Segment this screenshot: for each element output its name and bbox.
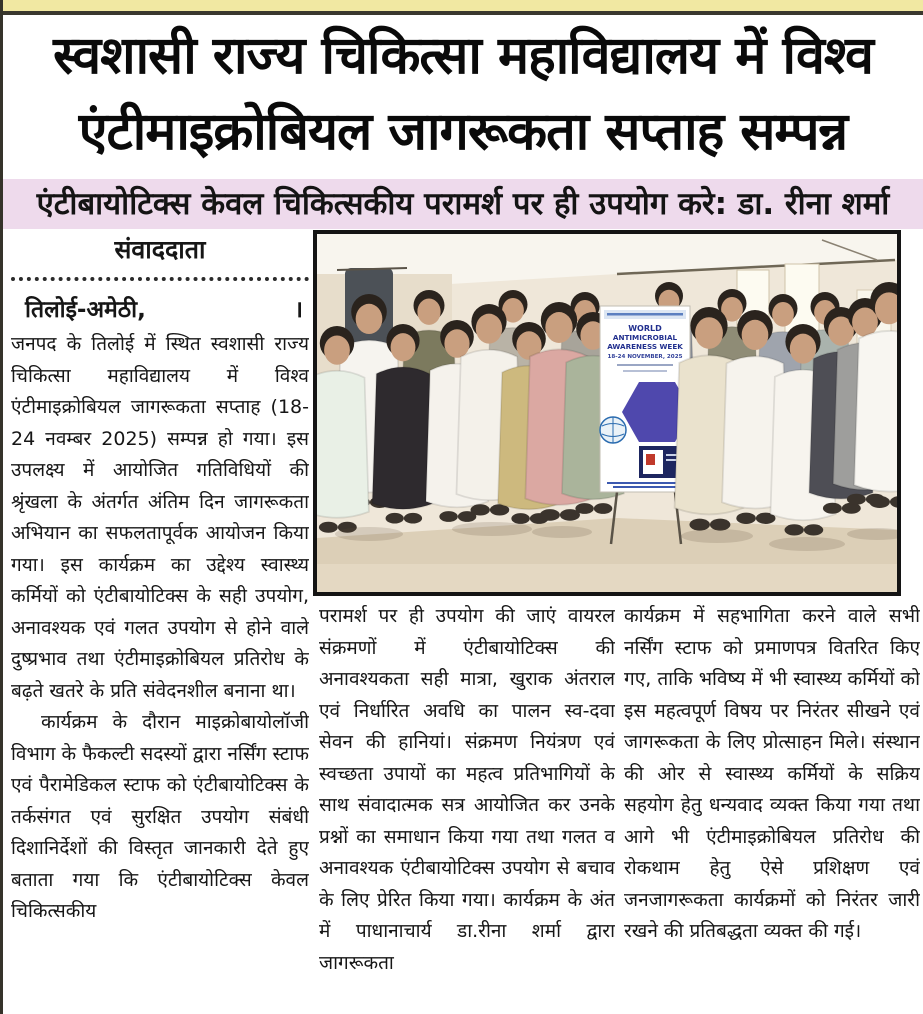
group-photo-scene [317, 234, 897, 592]
banner-title-4: 18-24 NOVEMBER, 2025 [607, 354, 683, 360]
article-column-3 [624, 601, 920, 1011]
article-column-1 [11, 233, 309, 1011]
dotted-divider [11, 269, 309, 281]
article-column-2 [319, 601, 615, 1011]
paragraph: कार्यक्रम के दौरान माइक्रोबायोलॉजी विभाग के फैकल्टी सदस्यों द्वारा नर्सिंग स्टाफ एवं पैरामेडिकल स्टाफ को एंटीबायोटिक्स के तर्कसंगत एवं सुरक्षित उपयोग संबंधी दिशानिर्देशों की विस्तृत जानकारी देते हुए बताता गया कि एंटीबायोटिक्स केवल चिकित्सकीय [11, 711, 309, 922]
dateline-mark: । [294, 297, 303, 323]
people-left-group [317, 294, 624, 533]
paragraph: कार्यक्रम में सहभागिता करने वाले सभी नर्सिंग स्टाफ को प्रमाणपत्र वितरित किए गए, ताकि भविष्य में भी स्वास्थ्य कर्मियों को इस महत्वपूर्ण विषय पर निरंतर सीखने एवं जागरूकता के लिए प्रोत्साहन मिले। संस्थान की ओर से स्वास्थ्य कर्मियों के सक्रिय सहयोग हेतु धन्यवाद व्यक्त किया गया तथा आगे भी एंटीमाइक्रोबियल प्रतिरोध की रोकथाम हेतु ऐसे प्रशिक्षण एवं जनजागरूकता कार्यक्रमों को निरंतर जारी रखने की प्रतिबद्धता व्यक्त की गई। [624, 605, 920, 942]
paragraph: जनपद के तिलोई में स्थित स्वशासी राज्य चिकित्सा महाविद्यालय में विश्व एंटीमाइक्रोबियल जागरूकता सप्ताह (18-24 नवम्बर 2025) सम्पन्न हो गया। इस उपलक्ष्य में आयोजित गतिविधियों की श्रृंखला के अंतर्गत अंतिम दिन जागरूकता अभियान का सफलतापूर्वक आयोजन किया गया। इस कार्यक्रम का उद्देश्य स्वास्थ्य कर्मियों को एंटीबायोटिक्स के सही उपयोग, अनावश्यक एवं गलत उपयोग से होने वाले दुष्प्रभाव तथा एंटीमाइक्रोबियल प्रतिरोध के बढ़ते खतरे के प्रति संवेदनशील बनाना था। [11, 333, 309, 702]
dateline: तिलोई-अमेठी, [25, 297, 146, 323]
banner-title-3: AWARENESS WEEK [607, 342, 683, 351]
group-photo [313, 230, 901, 596]
dateline-row [11, 291, 309, 329]
paragraph: परामर्श पर ही उपयोग की जाएं वायरल संक्रमणों में एंटीबायोटिक्स की अनावश्यकता सही मात्रा, खुराक अंतराल एवं निर्धारित अवधि का पालन स्व-दवा सेवन की हानियां। संक्रमण नियंत्रण एवं स्वच्छता उपायों का महत्व प्रतिभागियों के साथ संवादात्मक सत्र आयोजित कर उनके प्रश्नों का समाधान किया गया तथा गलत व अनावश्यक एंटीबायोटिक्स उपयोग से बचाव के लिए प्रेरित किया गया। कार्यक्रम के अंत में पाधानाचार्य डा.रीना शर्मा द्वारा जागरूकता [319, 605, 615, 974]
banner-title-2: ANTIMICROBIAL [612, 333, 678, 342]
top-color-strip [3, 0, 923, 15]
sub-headline: एंटीबायोटिक्स केवल चिकित्सकीय परामर्श पर ही उपयोग करे: डा. रीना शर्मा [3, 179, 923, 229]
byline: संवाददाता [114, 235, 206, 264]
main-headline [3, 18, 923, 170]
banner-title-1: WORLD [628, 324, 662, 333]
headline-line1: स्वशासी राज्य चिकित्सा महाविद्यालय में विश्व [53, 26, 873, 86]
headline-line2: एंटीमाइक्रोबियल जागरूकता सप्ताह सम्पन्न [78, 102, 848, 162]
